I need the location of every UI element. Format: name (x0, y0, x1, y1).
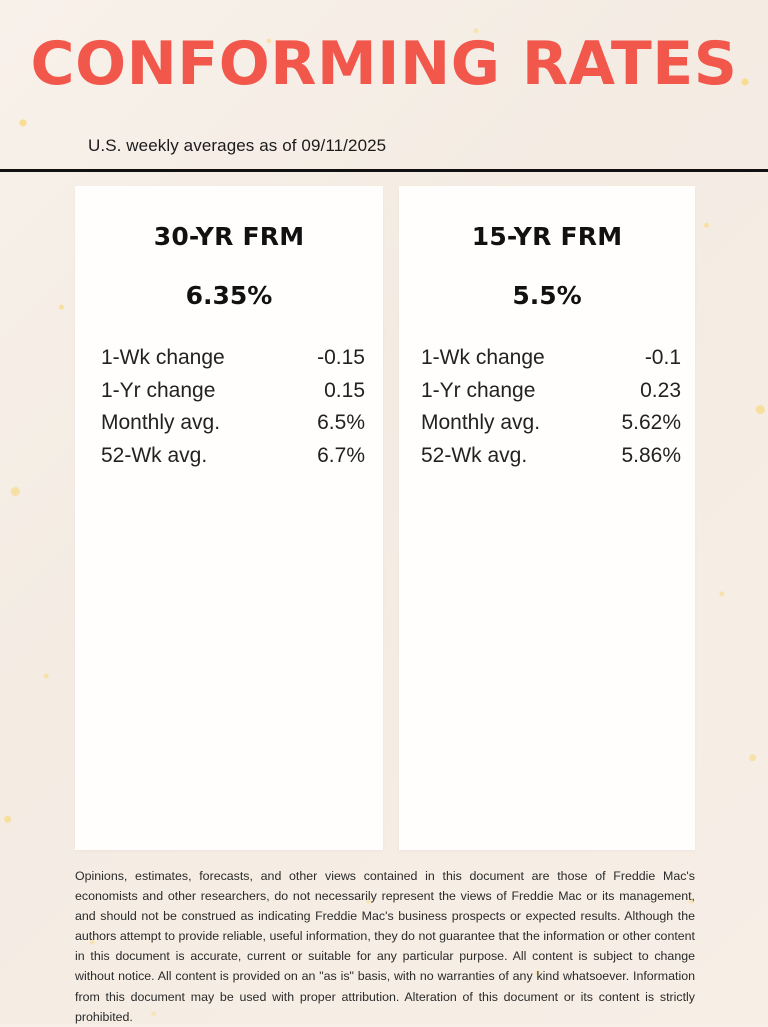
header (0, 0, 768, 170)
table-row (101, 440, 365, 473)
row-value: -0.1 (644, 346, 681, 369)
row-label: Monthly avg. (101, 411, 221, 435)
table-row (421, 440, 681, 473)
row-label: 1-Yr change (421, 378, 536, 402)
row-value: 6.5% (317, 411, 365, 435)
table-row (101, 375, 365, 408)
table-row (421, 342, 681, 375)
disclaimer-text: Opinions, estimates, forecasts, and other views contained in this document are those of Freddie Mac's economists and other researchers, do not necessarily represent the views of Freddie Mac or its management, and should not be construed as indicating Freddie Mac's business prospects or expected results. Although the authors attempt to provide reliable, useful information, they do not guarantee that the information or other content in this document is accurate, current or suitable for any particular purpose. All content is subject to change without notice. All content is provided on an "as is" basis, with no warranties of any kind whatsoever. Information from this document may be used with proper attribution. Alteration of this document or its content is strictly prohibited. (75, 869, 695, 1024)
row-value: -0.15 (317, 346, 365, 369)
row-label: 1-Wk change (101, 346, 225, 369)
row-label: 52-Wk avg. (101, 443, 208, 467)
row-value: 6.7% (317, 443, 365, 467)
row-label: 1-Yr change (101, 378, 216, 402)
header-divider (0, 169, 768, 172)
page-subtitle: U.S. weekly averages as of 09/11/2025 (88, 136, 387, 155)
table-row (101, 407, 365, 440)
rate-card-title: 15-YR FRM (471, 222, 623, 251)
rate-card-rows (399, 342, 695, 472)
row-label: Monthly avg. (421, 411, 541, 435)
rate-card-value: 6.35% (185, 281, 273, 310)
row-value: 5.86% (621, 443, 681, 467)
table-row (421, 375, 681, 408)
rate-card-30yr (75, 186, 383, 850)
row-value: 0.15 (324, 378, 365, 402)
rate-card-rows (75, 342, 383, 472)
rate-card-value: 5.5% (512, 281, 582, 310)
rate-card-title: 30-YR FRM (153, 222, 305, 251)
row-value: 0.23 (640, 378, 681, 402)
page-title: CONFORMING RATES (30, 29, 738, 99)
row-label: 52-Wk avg. (421, 443, 528, 467)
table-row (421, 407, 681, 440)
row-value: 5.62% (621, 411, 681, 435)
row-label: 1-Wk change (421, 346, 545, 369)
table-row (101, 342, 365, 375)
rate-card-15yr (399, 186, 695, 850)
